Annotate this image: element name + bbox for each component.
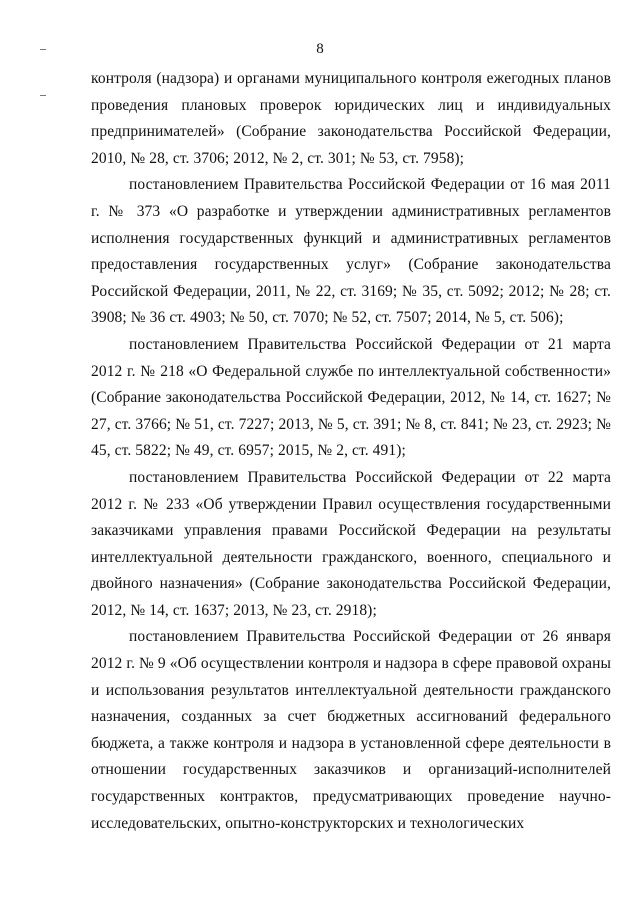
document-body (91, 66, 611, 837)
margin-mark (40, 95, 46, 96)
paragraph-resolution-218: постановлением Правительства Российской Федерации от 21 марта 2012 г. № 218 «О Федеральной службе по интеллектуальной собственности» (Собрание законодательства Российской Федерации, 2012, № 14, ст. 1627; № 27, ст. 3766; № 51, ст. 7227; 2013, № 5, ст. 391; № 8, ст. 841; № 23, ст. 2923; № 45, ст. 5822; № 49, ст. 6957; 2015, № 2, ст. 491); (91, 335, 611, 460)
paragraph-continuation: контроля (надзора) и органами муниципального контроля ежегодных планов проведения плановых проверок юридических лиц и индивидуальных предпринимателей» (Собрание законодательства Российской Федерации, 2010, № 28, ст. 3706; 2012, № 2, ст. 301; № 53, ст. 7958); (91, 70, 611, 167)
paragraph-resolution-9: постановлением Правительства Российской Федерации от 26 января 2012 г. № 9 «Об осуществлении контроля и надзора в сфере правовой охраны и использования результатов интеллектуальной деятельности гражданского назначения, созданных за счет бюджетных ассигнований федерального бюджета, а также контроля и надзора в установленной сфере деятельности в отношении государственных заказчиков и организаций-исполнителей государственных контрактов, предусматривающих проведение научно-исследовательских, опытно-конструкторских и технологических (91, 628, 611, 832)
page-number: 8 (316, 41, 324, 57)
paragraph-resolution-233: постановлением Правительства Российской Федерации от 22 марта 2012 г. № 233 «Об утверждении Правил осуществления государственными заказчиками управления правами Российской Федерации на результаты интеллектуальной деятельности гражданского, военного, специального и двойного назначения» (Собрание законодательства Российской Федерации, 2012, № 14, ст. 1637; 2013, № 23, ст. 2918); (91, 468, 611, 619)
paragraph-resolution-373: постановлением Правительства Российской Федерации от 16 мая 2011 г. № 373 «О разработке и утверждении административных регламентов исполнения государственных функций и административных регламентов предоставления государственных услуг» (Собрание законодательства Российской Федерации, 2011, № 22, ст. 3169; № 35, ст. 5092; 2012; № 28; ст. 3908; № 36 ст. 4903; № 50, ст. 7070; № 52, ст. 7507; 2014, № 5, ст. 506); (91, 176, 611, 327)
